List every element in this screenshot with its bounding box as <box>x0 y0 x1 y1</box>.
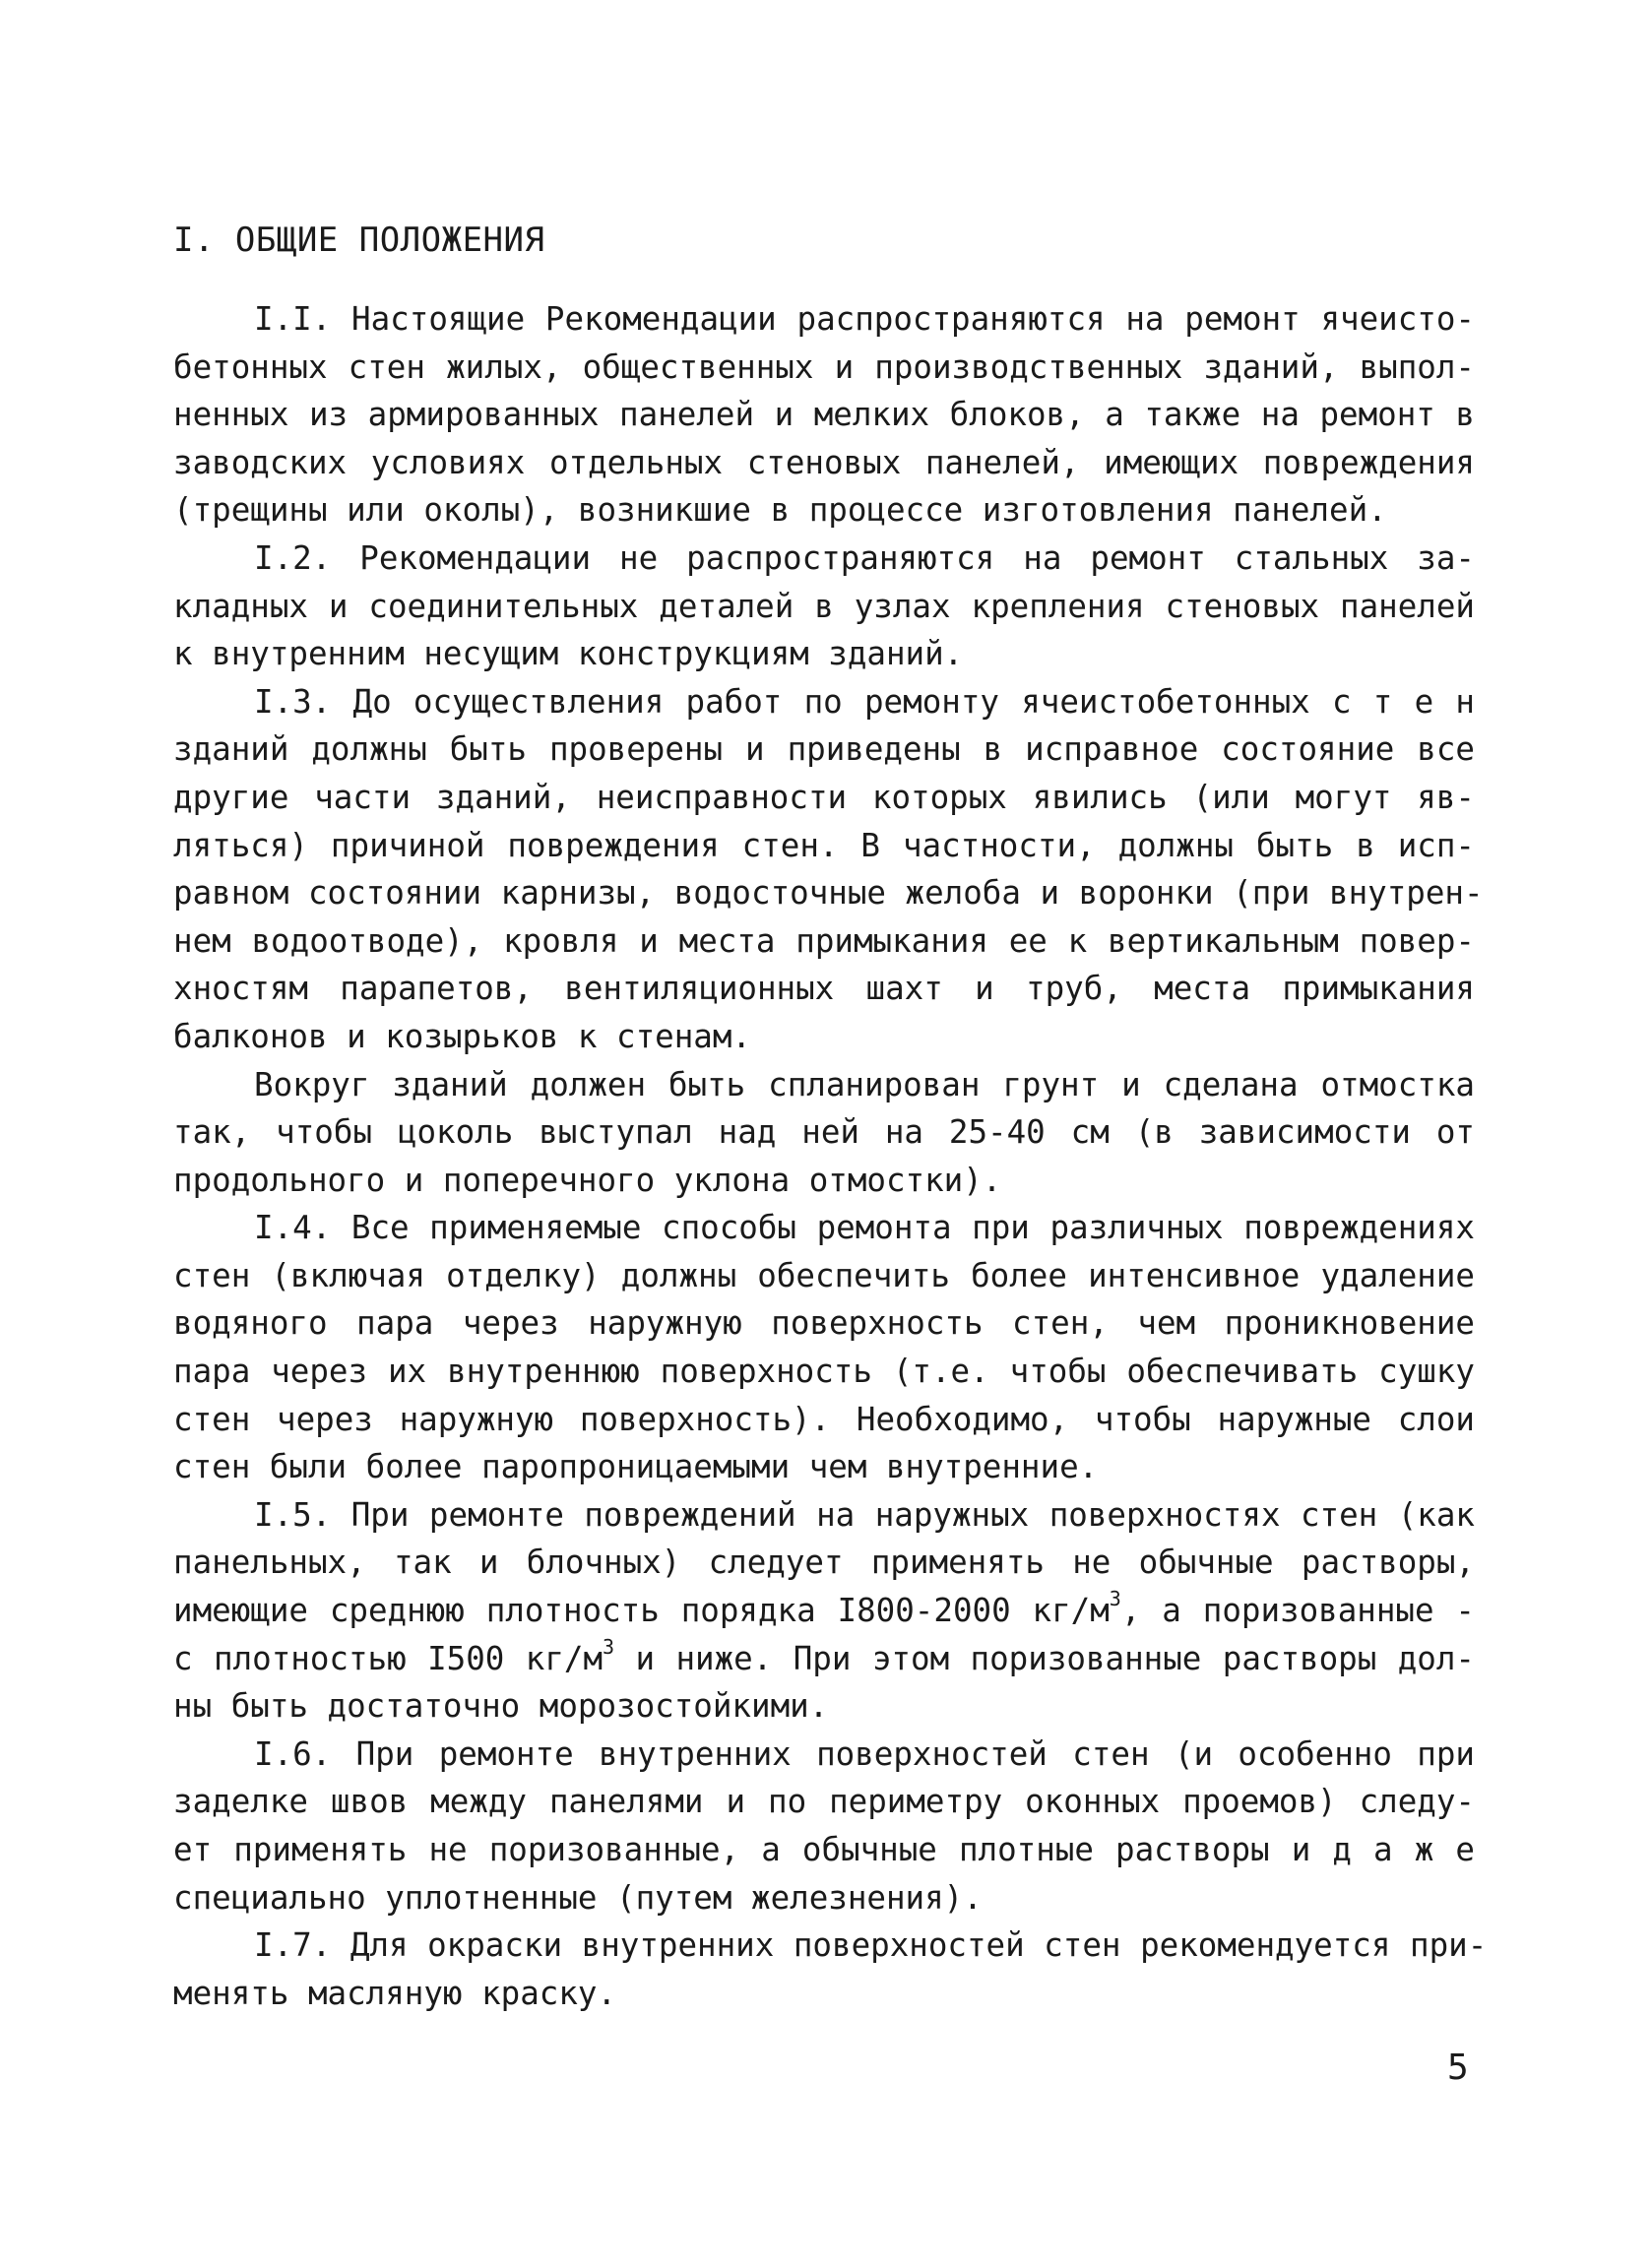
text-line: кладных и соединительных деталей в узлах крепления стеновых панелей <box>173 587 1475 625</box>
text-fragment: и ниже. При этом поризованные растворы дол- <box>614 1639 1475 1677</box>
page-number: 5 <box>1447 2048 1469 2088</box>
text-fragment: , а поризованные - <box>1120 1592 1475 1630</box>
text-line: I.5. При ремонте повреждений на наружных поверхностях стен (как <box>254 1495 1475 1534</box>
text-line: (трещины или околы), возникшие в процессе изготовления панелей. <box>173 491 1387 530</box>
text-line: к внутренним несущим конструкциям зданий. <box>173 635 964 673</box>
text-line: стен (включая отделку) должны обеспечить более интенсивное удаление <box>173 1256 1475 1294</box>
text-line: продольного и поперечного уклона отмостки). <box>173 1161 1002 1199</box>
text-line: хностям парапетов, вентиляционных шахт и труб, места примыкания <box>173 970 1475 1008</box>
text-line: ет применять не поризованные, а обычные плотные растворы и д а ж е <box>173 1831 1475 1868</box>
text-line: заделке швов между панелями и по периметру оконных проемов) следу- <box>173 1783 1475 1821</box>
superscript: 3 <box>1109 1587 1121 1611</box>
text-line: ляться) причиной повреждения стен. В частности, должны быть в исп- <box>173 826 1475 864</box>
paragraph-1-3-continued <box>173 1061 1475 1205</box>
text-line: I.I. Настоящие Рекомендации распространяются на ремонт ячеисто- <box>254 300 1475 338</box>
text-line <box>173 1587 1475 1635</box>
text-line: I.2. Рекомендации не распространяются на ремонт стальных за- <box>254 538 1475 577</box>
text-line: водяного пара через наружную поверхность стен, чем проникновение <box>173 1304 1475 1343</box>
paragraph-1-7 <box>173 1922 1488 2017</box>
paragraph-1-4 <box>173 1204 1475 1491</box>
text-line: стен через наружную поверхность). Необходимо, чтобы наружные слои <box>173 1400 1475 1438</box>
text-line: менять масляную краску. <box>173 1974 617 2012</box>
text-line: специально уплотненные (путем железнения). <box>173 1878 983 1917</box>
text-line: пара через их внутреннюю поверхность (т.е. чтобы обеспечивать сушку <box>173 1353 1475 1391</box>
paragraph-1-3 <box>173 678 1484 1061</box>
text-line: равном состоянии карнизы, водосточные желоба и воронки (при внутрен- <box>173 874 1484 913</box>
text-line: так, чтобы цоколь выступал над ней на 25-40 см (в зависимости от <box>173 1113 1475 1152</box>
text-line: другие части зданий, неисправности которых явились (или могут яв- <box>173 778 1475 816</box>
text-line: I.6. При ремонте внутренних поверхностей стен (и особенно при <box>254 1734 1475 1773</box>
superscript: 3 <box>603 1634 615 1659</box>
text-line: ны быть достаточно морозостойкими. <box>173 1687 829 1726</box>
paragraph-1-1 <box>173 295 1475 535</box>
text-line: ненных из армированных панелей и мелких блоков, а также на ремонт в <box>173 396 1475 434</box>
text-line: нем водоотводе), кровля и места примыкания ее к вертикальным повер- <box>173 921 1475 960</box>
text-line: заводских условиях отдельных стеновых панелей, имеющих повреждения <box>173 443 1475 481</box>
text-fragment: с плотностью I500 кг/м <box>173 1639 604 1677</box>
text-line: Вокруг зданий должен быть спланирован грунт и сделана отмостка <box>254 1065 1475 1103</box>
text-line: стен были более паропроницаемыми чем внутренние. <box>173 1448 1099 1486</box>
section-title: I. ОБЩИЕ ПОЛОЖЕНИЯ <box>173 220 545 260</box>
text-fragment: имеющие среднюю плотность порядка I800-2000 кг/м <box>173 1592 1110 1630</box>
paragraph-1-6 <box>173 1731 1475 1922</box>
text-line: бетонных стен жилых, общественных и производственных зданий, выпол- <box>173 347 1475 386</box>
text-line <box>173 1635 1475 1683</box>
text-line: балконов и козырьков к стенам. <box>173 1017 751 1055</box>
text-line: I.3. До осуществления работ по ремонту ячеистобетонных с т е н <box>254 682 1475 721</box>
body-text <box>173 295 1488 2017</box>
paragraph-1-2 <box>173 535 1475 678</box>
text-line: зданий должны быть проверены и приведены в исправное состояние все <box>173 730 1475 769</box>
paragraph-1-5 <box>173 1491 1475 1731</box>
text-line: I.4. Все применяемые способы ремонта при различных повреждениях <box>254 1209 1475 1247</box>
text-line: I.7. Для окраски внутренних поверхностей стен рекомендуется при- <box>254 1926 1488 1965</box>
text-line: панельных, так и блочных) следует применять не обычные растворы, <box>173 1544 1475 1582</box>
